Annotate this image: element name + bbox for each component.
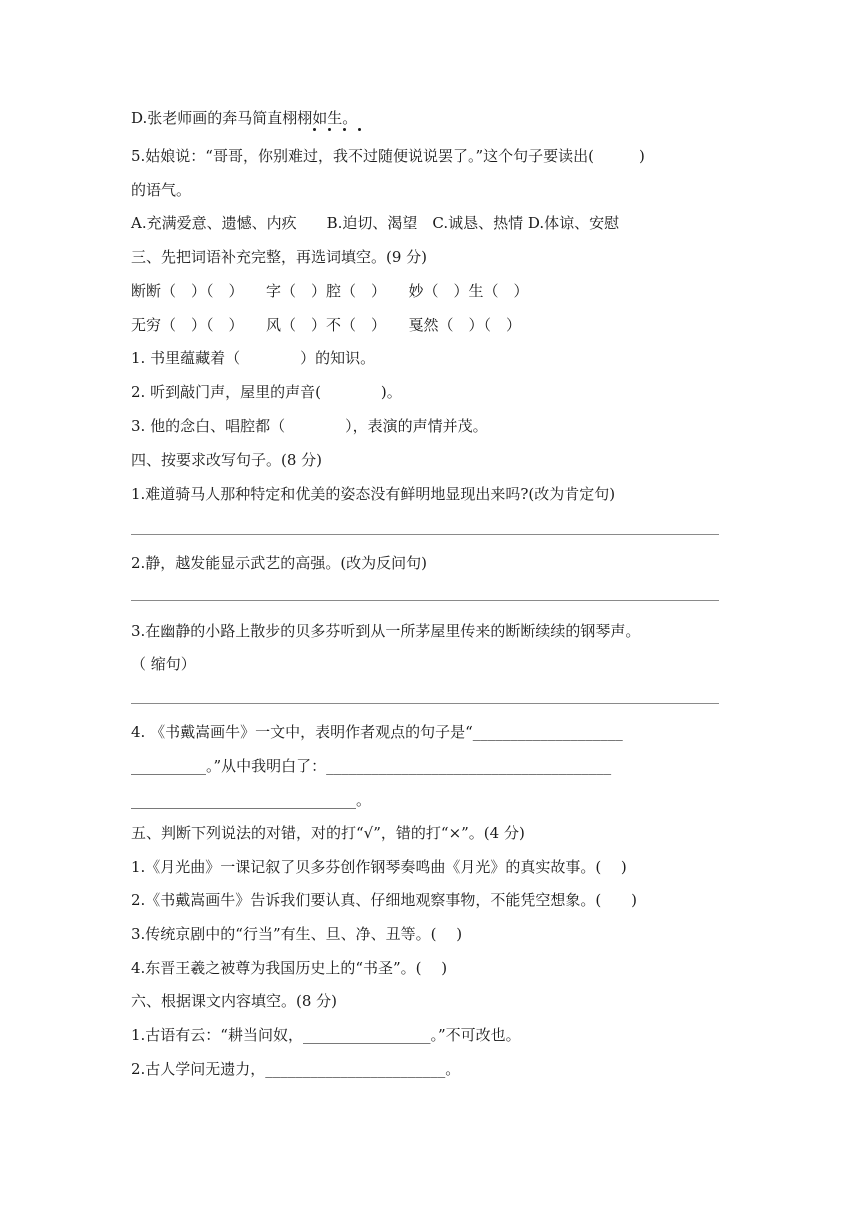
answer-line [131,703,719,704]
emphasis-dot [358,128,361,131]
answer-line [131,534,719,535]
section4-q4-line1: 4. 《书戴嵩画牛》一文中，表明作者观点的句子是“____________________ [131,723,623,741]
section4-q4-line3: ______________________________。 [131,791,372,809]
section6-q2: 2.古人学问无遗力，________________________。 [131,1060,461,1078]
section5-q4: 4.东晋王羲之被尊为我国历史上的“书圣”。( ) [131,959,448,977]
section4-title: 四、按要求改写句子。(8 分) [131,451,323,469]
section3-words-row2: 无穷（ ）（ ） 风（ ）不（ ） 戛然（ ）（ ） [131,316,522,334]
section3-words-row1: 断断（ ）（ ） 字（ ）腔（ ） 妙（ ）生（ ） [131,282,529,300]
answer-line [131,600,719,601]
section5-title: 五、判断下列说法的对错，对的打“√”，错的打“×”。(4 分) [131,824,525,842]
q5-options: A.充满爱意、遗憾、内疚 B.迫切、渴望 C.诚恳、热情 D.体谅、安慰 [131,214,620,232]
q2-option-d: D.张老师画的奔马简直栩栩如生。 [131,109,358,127]
section6-q1: 1.古语有云：“耕当问奴，_________________。”不可改也。 [131,1026,521,1044]
emphasis-dot [313,128,316,131]
q5-stem-line1: 5.姑娘说：“哥哥，你别难过，我不过随便说说罢了。”这个句子要读出( ) [131,147,645,165]
section5-q2: 2.《书戴嵩画牛》告诉我们要认真、仔细地观察事物，不能凭空想象。( ) [131,891,638,909]
section3-title: 三、先把词语补充完整，再选词填空。(9 分) [131,248,428,266]
emphasis-dot [328,128,331,131]
section4-q4-line2: __________。”从中我明白了：______________________________________ [131,757,612,775]
q5-stem-line2: 的语气。 [131,181,192,199]
section5-q3: 3.传统京剧中的“行当”有生、旦、净、丑等。( ) [131,925,463,943]
section4-q1: 1.难道骑马人那种特定和优美的姿态没有鲜明地显现出来吗?(改为肯定句) [131,485,616,503]
section3-q1: 1. 书里蕴藏着（ ）的知识。 [131,349,376,367]
section3-q2: 2. 听到敲门声，屋里的声音( )。 [131,383,402,401]
section4-q3-line1: 3.在幽静的小路上散步的贝多芬听到从一所茅屋里传来的断断续续的钢琴声。 [131,622,641,640]
emphasis-dot [343,128,346,131]
section4-q3-line2: （ 缩句） [131,655,196,673]
section5-q1: 1.《月光曲》一课记叙了贝多芬创作钢琴奏鸣曲《月光》的真实故事。( ) [131,858,627,876]
section4-q2: 2.静，越发能显示武艺的高强。(改为反问句) [131,554,428,572]
section6-title: 六、根据课文内容填空。(8 分) [131,992,338,1010]
section3-q3: 3. 他的念白、唱腔都（ ），表演的声情并茂。 [131,417,488,435]
